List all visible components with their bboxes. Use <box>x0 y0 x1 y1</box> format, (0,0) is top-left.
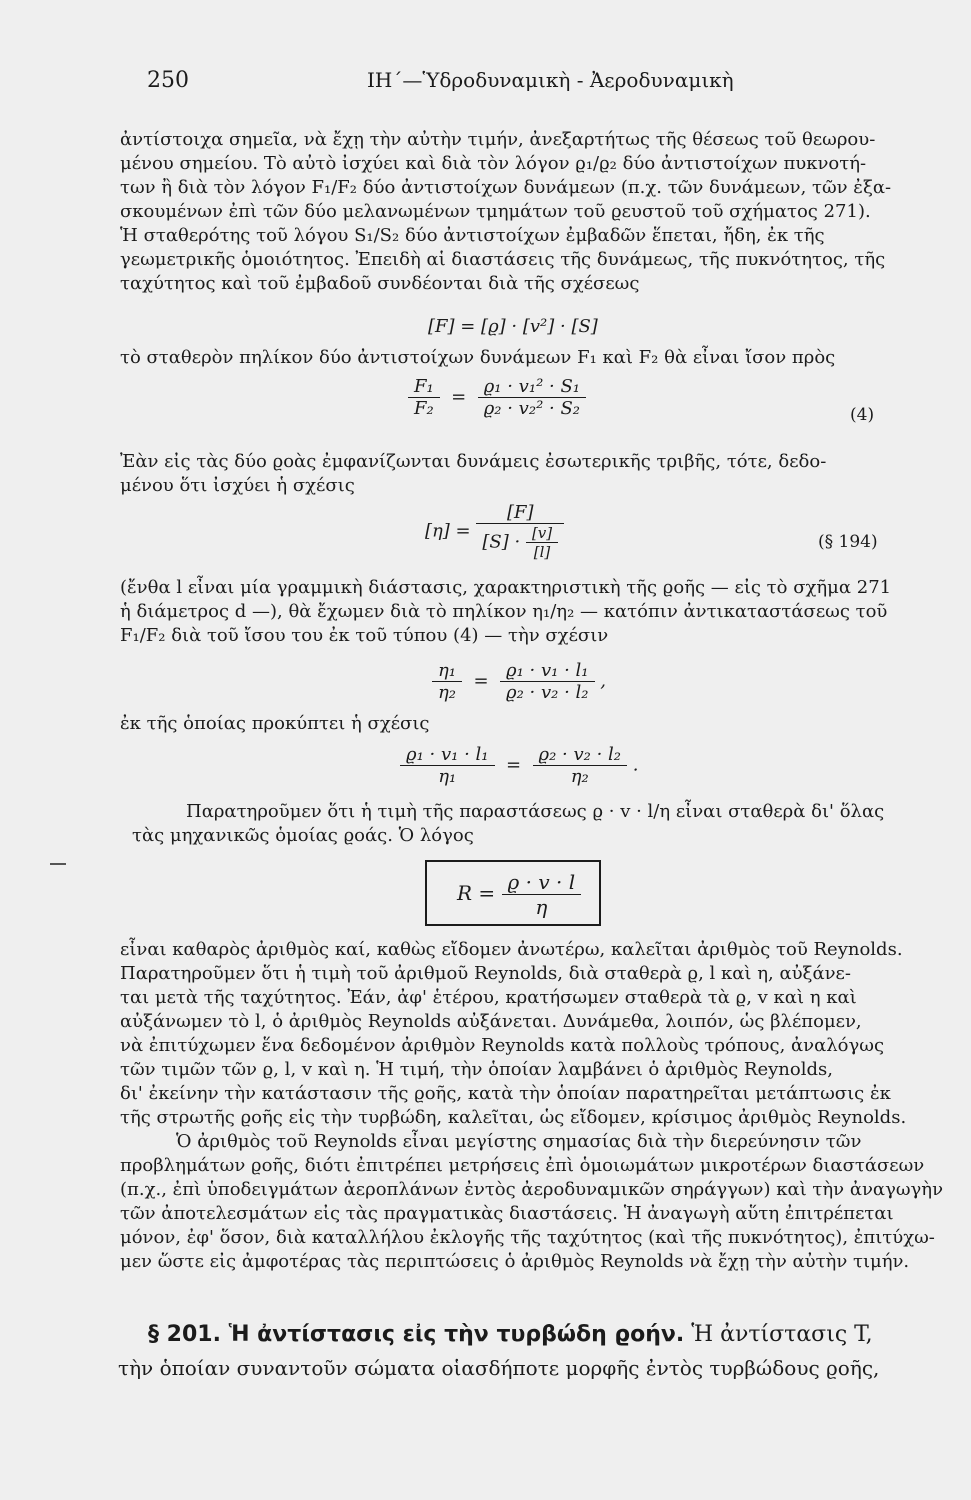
equation-lhs: [η] = <box>425 520 471 542</box>
text-line: F₁/F₂ διὰ τοῦ ἴσου του ἐκ τοῦ τύπου (4) — τὴν σχέσιν <box>120 625 609 646</box>
denominator: F₂ <box>414 398 434 419</box>
denominator: η <box>535 895 548 919</box>
equation-dimensions: [F] = [ϱ] · [v²] · [S] <box>428 316 598 337</box>
fraction <box>432 660 462 703</box>
fraction <box>533 744 628 787</box>
text-line: τὸ σταθερὸν πηλίκον δύο ἀντιστοίχων δυνάμεων F₁ καὶ F₂ θὰ εἶναι ἴσον πρὸς <box>120 347 836 368</box>
text-line: αὐξάνωμεν τὸ l, ὁ ἀριθμὸς Reynolds αὐξάνεται. Δυνάμεθα, λοιπόν, ὡς βλέπομεν, <box>120 1011 862 1032</box>
denominator: η₁ <box>438 766 457 787</box>
text-line: μένου σημείου. Τὸ αὐτὸ ἰσχύει καὶ διὰ τὸν λόγον ϱ₁/ϱ₂ δύο ἀντιστοίχων πυκνοτή- <box>120 153 867 174</box>
denominator: ϱ₂ · v₂² · S₂ <box>483 398 580 419</box>
page-number: 250 <box>147 68 189 93</box>
paragraph-2 <box>120 346 910 370</box>
text-line: μόνον, ἐφ' ὅσον, διὰ καταλλήλου ἐκλογῆς τῆς ταχύτητος (καὶ τῆς πυκνότητος), ἐπιτύχω- <box>120 1227 935 1248</box>
text-line: (π.χ., ἐπὶ ὑποδειγμάτων ἀεροπλάνων ἐντὸς ἀεροδυναμικῶν σηράγγων) καὶ τὴν ἀναγωγὴν <box>120 1179 944 1200</box>
text-line: ἀντίστοιχα σημεῖα, νὰ ἔχῃ τὴν αὐτὴν τιμήν, ἀνεξαρτήτως τῆς θέσεως τοῦ θεωρου- <box>120 129 876 150</box>
numerator: F₁ <box>408 376 440 398</box>
denominator-left: [S] · <box>482 531 521 553</box>
text-line: (ἔνθα l εἶναι μία γραμμικὴ διάστασις, χαρακτηριστικὴ τῆς ϱοῆς — εἰς τὸ σχῆμα 271 <box>120 577 892 598</box>
fraction <box>500 660 595 703</box>
paragraph-1 <box>120 128 910 296</box>
text-line: τὰς μηχανικῶς ὁμοίας ϱοάς. Ὁ λόγος <box>132 825 474 846</box>
text-line: εἶναι καθαρὸς ἀριθμὸς καί, καθὼς εἴδομεν ἀνωτέρω, καλεῖται ἀριθμὸς τοῦ Reynolds. <box>120 939 903 960</box>
margin-mark <box>50 863 66 865</box>
numerator: η₁ <box>432 660 462 682</box>
fraction <box>502 870 582 919</box>
paragraph-4 <box>120 576 910 648</box>
text-line: γεωμετρικῆς ὁμοιότητος. Ἐπειδὴ αἱ διαστάσεις τῆς δυνάμεως, τῆς πυκνότητος, τῆς <box>120 249 886 270</box>
text-line: Ἡ σταθερότης τοῦ λόγου S₁/S₂ δύο ἀντιστοίχων ἐμβαδῶν ἕπεται, ἤδη, ἐκ τῆς <box>120 225 825 246</box>
text-line: νὰ ἐπιτύχωμεν ἕνα δεδομένον ἀριθμὸν Reynolds κατὰ πολλοὺς τρόπους, ἀναλόγως <box>120 1035 885 1056</box>
text-line: μένου ὅτι ἰσχύει ἡ σχέσις <box>120 475 355 496</box>
numerator: ϱ₁ · v₁ · l₁ <box>400 744 495 766</box>
text-line: σκουμένων ἐπὶ τῶν δύο μελανωμένων τμημάτων τοῦ ϱευστοῦ τοῦ σχήματος 271). <box>120 201 871 222</box>
text-line: προβλημάτων ϱοῆς, διότι ἐπιτρέπει μετρήσεις ἐπὶ ὁμοιωμάτων μικροτέρων διαστάσεων <box>120 1155 925 1176</box>
denominator: η₂ <box>438 682 456 703</box>
text-line: Ὁ ἀριθμὸς τοῦ Reynolds εἶναι μεγίστης σημασίας διὰ τὴν διερεύνησιν τῶν <box>176 1131 862 1152</box>
denominator: η₂ <box>570 766 589 787</box>
reynolds-formula-box <box>425 860 601 926</box>
section-text-start: Ἡ ἀντίστασις T, <box>691 1322 873 1347</box>
fraction <box>476 502 564 561</box>
equation-194 <box>425 502 564 561</box>
equation-ratio <box>400 744 638 787</box>
fraction <box>408 376 440 419</box>
paragraph-7 <box>120 938 944 1274</box>
fraction <box>478 376 586 419</box>
numerator: ϱ · v · l <box>502 870 582 895</box>
denominator: [l] <box>533 543 551 561</box>
equation-eta <box>432 660 606 703</box>
text-line: ἐκ τῆς ὁποίας προκύπτει ἡ σχέσις <box>120 713 430 734</box>
text-line: τῶν ἀποτελεσμάτων εἰς τὰς πραγματικὰς διαστάσεις. Ἡ ἀναγωγὴ αὕτη ἐπιτρέπεται <box>120 1203 894 1224</box>
text-line: Παρατηροῦμεν ὅτι ἡ τιμὴ τῆς παραστάσεως ϱ · v · l/η εἶναι σταθερὰ δι' ὅλας <box>186 801 885 822</box>
fraction <box>400 744 495 787</box>
equation-number-4: (4) <box>850 405 875 425</box>
page-header <box>147 68 907 98</box>
equation-4 <box>408 376 586 419</box>
numerator: [F] <box>476 502 564 524</box>
text-line: δι' ἐκείνην τὴν κατάστασιν τῆς ϱοῆς, κατὰ τὴν ὁποίαν παρατηρεῖται μετάπτωσις ἐκ <box>120 1083 891 1104</box>
text-line: μεν ὥστε εἰς ἀμφοτέρας τὰς περιπτώσεις ὁ ἀριθμὸς Reynolds νὰ ἔχῃ τὴν αὐτὴν τιμήν. <box>120 1251 910 1272</box>
numerator: ϱ₂ · v₂ · l₂ <box>533 744 628 766</box>
equals-sign: = <box>500 754 527 776</box>
inner-fraction <box>526 524 558 561</box>
section-title: § 201. Ἡ ἀντίστασις εἰς τὴν τυρβώδη ϱοήν. <box>148 1322 685 1347</box>
denominator <box>476 524 564 561</box>
equation-lhs: R = <box>457 881 496 905</box>
period: . <box>632 754 639 776</box>
text-line: τῆς στρωτῆς ϱοῆς εἰς τὴν τυρβώδη, καλεῖται, ὡς εἴδομεν, κρίσιμος ἀριθμὸς Reynolds. <box>120 1107 907 1128</box>
numerator: ϱ₁ · v₁² · S₁ <box>478 376 586 398</box>
text-line: των ἢ διὰ τὸν λόγον F₁/F₂ δύο ἀντιστοίχων δυνάμεων (π.χ. τῶν δυνάμεων, τῶν ἐξα- <box>120 177 892 198</box>
running-head: ΙΗ΄—Ὑδροδυναμικὴ - Ἀεροδυναμικὴ <box>367 68 734 92</box>
numerator: [v] <box>526 524 558 543</box>
text-line: Παρατηροῦμεν ὅτι ἡ τιμὴ τοῦ ἀριθμοῦ Reynolds, διὰ σταθερὰ ϱ, l καὶ η, αὐξάνε- <box>120 963 851 984</box>
reynolds-formula <box>457 870 581 919</box>
text-line: ταχύτητος καὶ τοῦ ἐμβαδοῦ συνδέονται διὰ τῆς σχέσεως <box>120 273 640 294</box>
numerator: ϱ₁ · v₁ · l₁ <box>500 660 595 682</box>
paragraph-5 <box>120 712 910 736</box>
text-line: Ἐὰν εἰς τὰς δύο ϱοὰς ἐμφανίζωνται δυνάμεις ἐσωτερικῆς τριβῆς, τότε, δεδο- <box>120 451 827 472</box>
text-line: τῶν τιμῶν τῶν ϱ, l, v καὶ η. Ἡ τιμή, τὴν ὁποίαν λαμβάνει ὁ ἀριθμὸς Reynolds, <box>120 1059 833 1080</box>
section-heading-201 <box>148 1322 873 1347</box>
text-line: ται μετὰ τῆς ταχύτητος. Ἐάν, ἀφ' ἑτέρου, κρατήσωμεν σταθερὰ τὰ ϱ, v καὶ η καὶ <box>120 987 857 1008</box>
equals-sign: = <box>445 386 472 408</box>
equals-sign: = <box>467 670 495 692</box>
equation-number-194: (§ 194) <box>818 532 878 552</box>
paragraph-6 <box>132 800 910 848</box>
paragraph-3 <box>120 450 910 498</box>
denominator: ϱ₂ · v₂ · l₂ <box>506 682 589 703</box>
text-line: ἡ διάμετρος d —), θὰ ἔχωμεν διὰ τὸ πηλίκον η₁/η₂ — κατόπιν ἀντικαταστάσεως τοῦ <box>120 601 888 622</box>
section-text-line: τὴν ὁποίαν συναντοῦν σώματα οἱασδήποτε μορφῆς ἐντὸς τυρβώδους ϱοῆς, <box>118 1356 880 1380</box>
comma: , <box>600 670 606 692</box>
